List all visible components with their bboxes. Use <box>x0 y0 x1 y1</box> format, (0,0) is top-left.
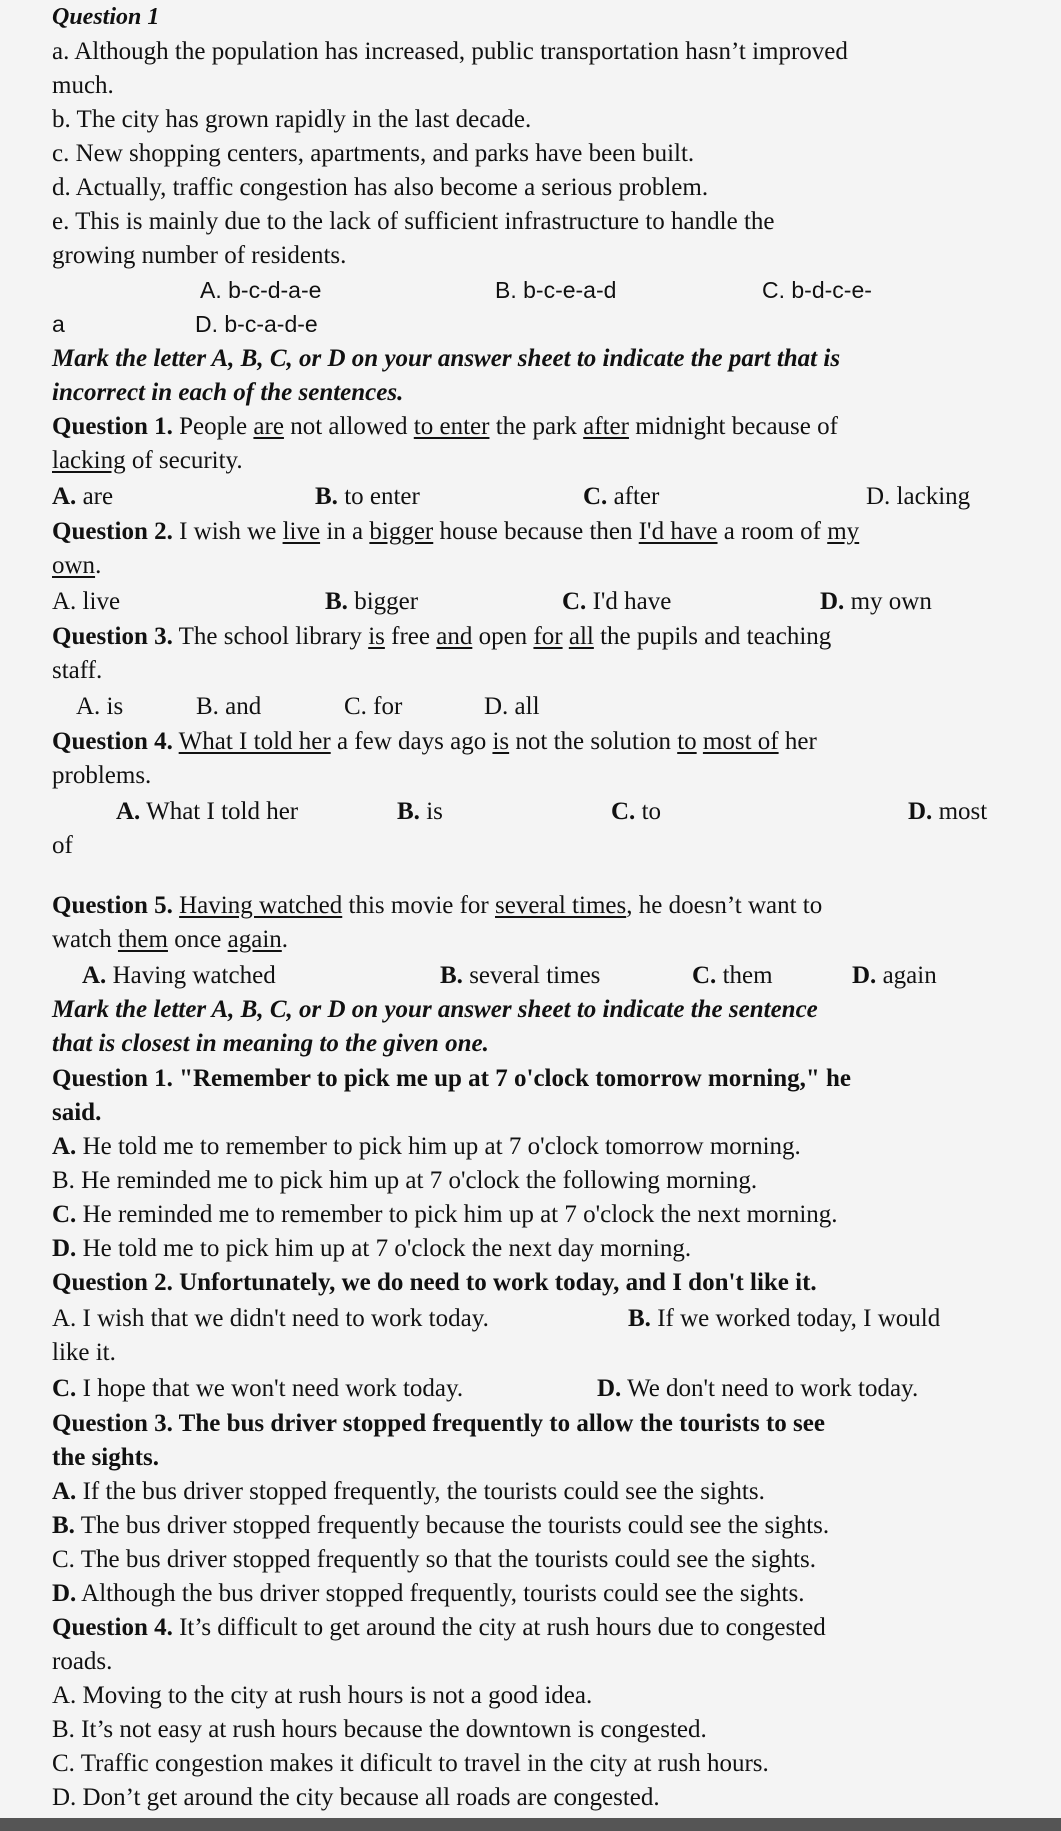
meaning-section-instruction: Mark the letter A, B, C, or D on your answer sheet to indicate the sentence <box>52 996 818 1023</box>
meaning-q4-stem-cont: roads. <box>52 1648 113 1675</box>
meaning-q1-option-c[interactable]: C. He reminded me to remember to pick him up at 7 o'clock the next morning. <box>52 1201 838 1228</box>
error-q4-stem-cont: problems. <box>52 762 152 789</box>
meaning-q3-option-c[interactable]: C. The bus driver stopped frequently so that the tourists could see the sights. <box>52 1546 817 1573</box>
error-q1-option-a[interactable]: A. are <box>52 483 114 510</box>
order-option-b[interactable]: B. b-c-e-a-d <box>495 277 617 303</box>
error-q2-option-d[interactable]: D. my own <box>820 588 932 615</box>
meaning-q3-stem: Question 3. The bus driver stopped frequently to allow the tourists to see <box>52 1410 825 1437</box>
error-q4-stem: Question 4. What I told her a few days ago is not the solution to most of her <box>52 728 817 755</box>
error-q1-stem: Question 1. People are not allowed to enter the park after midnight because of <box>52 413 838 440</box>
meaning-q3-option-b[interactable]: B. The bus driver stopped frequently because the tourists could see the sights. <box>52 1512 830 1539</box>
error-q4-option-d-cont: of <box>52 832 73 859</box>
error-q4-option-b[interactable]: B. is <box>397 798 443 825</box>
page-title: Question 1 <box>52 4 160 30</box>
stem-e: e. This is mainly due to the lack of sufficient infrastructure to handle the <box>52 208 775 235</box>
error-q4-option-a[interactable]: A. What I told her <box>116 798 299 825</box>
meaning-q3-stem-cont: the sights. <box>52 1444 159 1471</box>
meaning-q4-option-c[interactable]: C. Traffic congestion makes it dificult to travel in the city at rush hours. <box>52 1750 769 1777</box>
meaning-q4-option-d[interactable]: D. Don’t get around the city because all roads are congested. <box>52 1784 660 1811</box>
error-section-instruction-cont: incorrect in each of the sentences. <box>52 379 404 406</box>
error-q5-option-a[interactable]: A. Having watched <box>82 962 276 989</box>
meaning-q4-option-b[interactable]: B. It’s not easy at rush hours because the downtown is congested. <box>52 1716 707 1743</box>
meaning-q2-option-b[interactable]: B. If we worked today, I would <box>628 1305 941 1332</box>
stem-a: a. Although the population has increased, public transportation hasn’t improved <box>52 38 848 65</box>
stem-c: c. New shopping centers, apartments, and parks have been built. <box>52 140 695 167</box>
meaning-q2-option-d[interactable]: D. We don't need to work today. <box>597 1375 919 1402</box>
error-q1-option-c[interactable]: C. after <box>583 483 660 510</box>
meaning-q3-option-a[interactable]: A. If the bus driver stopped frequently, the tourists could see the sights. <box>52 1478 765 1505</box>
meaning-q1-stem: Question 1. "Remember to pick me up at 7 o'clock tomorrow morning," he <box>52 1065 851 1092</box>
meaning-q1-stem-cont: said. <box>52 1099 102 1126</box>
error-q2-option-b[interactable]: B. bigger <box>325 588 419 615</box>
error-q3-stem: Question 3. The school library is free and open for all the pupils and teaching <box>52 623 832 650</box>
error-q5-stem: Question 5. Having watched this movie for several times, he doesn’t want to <box>52 892 823 919</box>
stem-e-cont: growing number of residents. <box>52 242 347 269</box>
error-q3-stem-cont: staff. <box>52 657 103 684</box>
meaning-q1-option-d[interactable]: D. He told me to pick him up at 7 o'clock the next day morning. <box>52 1235 692 1262</box>
stem-d: d. Actually, traffic congestion has also become a serious problem. <box>52 174 709 201</box>
error-q3-option-a[interactable]: A. is <box>76 693 124 720</box>
error-q2-option-a[interactable]: A. live <box>52 588 121 615</box>
stem-a-cont: much. <box>52 72 114 99</box>
error-q1-stem-cont: lacking of security. <box>52 447 243 474</box>
order-option-c[interactable]: C. b-d-c-e- <box>762 277 872 303</box>
stem-b: b. The city has grown rapidly in the last decade. <box>52 106 532 133</box>
order-option-c-cont: a <box>52 311 65 337</box>
error-q2-stem: Question 2. I wish we live in a bigger house because then I'd have a room of my <box>52 518 860 545</box>
error-q2-stem-cont: own. <box>52 552 102 579</box>
error-q1-option-d[interactable]: D. lacking <box>866 483 971 510</box>
meaning-q2-stem: Question 2. Unfortunately, we do need to work today, and I don't like it. <box>52 1269 817 1296</box>
error-q5-option-b[interactable]: B. several times <box>440 962 601 989</box>
error-q3-option-c[interactable]: C. for <box>344 693 403 720</box>
meaning-q1-option-b[interactable]: B. He reminded me to pick him up at 7 o'clock the following morning. <box>52 1167 758 1194</box>
meaning-q3-option-d[interactable]: D. Although the bus driver stopped frequently, tourists could see the sights. <box>52 1580 805 1607</box>
meaning-q4-option-a[interactable]: A. Moving to the city at rush hours is not a good idea. <box>52 1682 593 1709</box>
meaning-q2-option-b-cont: like it. <box>52 1339 116 1366</box>
order-option-d[interactable]: D. b-c-a-d-e <box>195 311 318 337</box>
error-q1-option-b[interactable]: B. to enter <box>315 483 420 510</box>
order-option-a[interactable]: A. b-c-d-a-e <box>200 277 322 303</box>
meaning-q2-option-a[interactable]: A. I wish that we didn't need to work today. <box>52 1305 489 1332</box>
error-q5-stem-cont: watch them once again. <box>52 926 289 953</box>
error-q2-option-c[interactable]: C. I'd have <box>562 588 672 615</box>
meaning-q1-option-a[interactable]: A. He told me to remember to pick him up at 7 o'clock tomorrow morning. <box>52 1133 801 1160</box>
error-q5-option-c[interactable]: C. them <box>692 962 773 989</box>
error-q5-option-d[interactable]: D. again <box>852 962 937 989</box>
meaning-q4-stem: Question 4. It’s difficult to get around the city at rush hours due to congested <box>52 1614 826 1641</box>
bottom-edge-bar <box>0 1818 1061 1831</box>
error-q3-option-d[interactable]: D. all <box>484 693 540 720</box>
error-q4-option-d[interactable]: D. most <box>908 798 988 825</box>
error-section-instruction: Mark the letter A, B, C, or D on your answer sheet to indicate the part that is <box>52 345 841 372</box>
meaning-section-instruction-cont: that is closest in meaning to the given one. <box>52 1030 489 1057</box>
error-q4-option-c[interactable]: C. to <box>611 798 662 825</box>
meaning-q2-option-c[interactable]: C. I hope that we won't need work today. <box>52 1375 464 1402</box>
error-q3-option-b[interactable]: B. and <box>196 693 262 720</box>
